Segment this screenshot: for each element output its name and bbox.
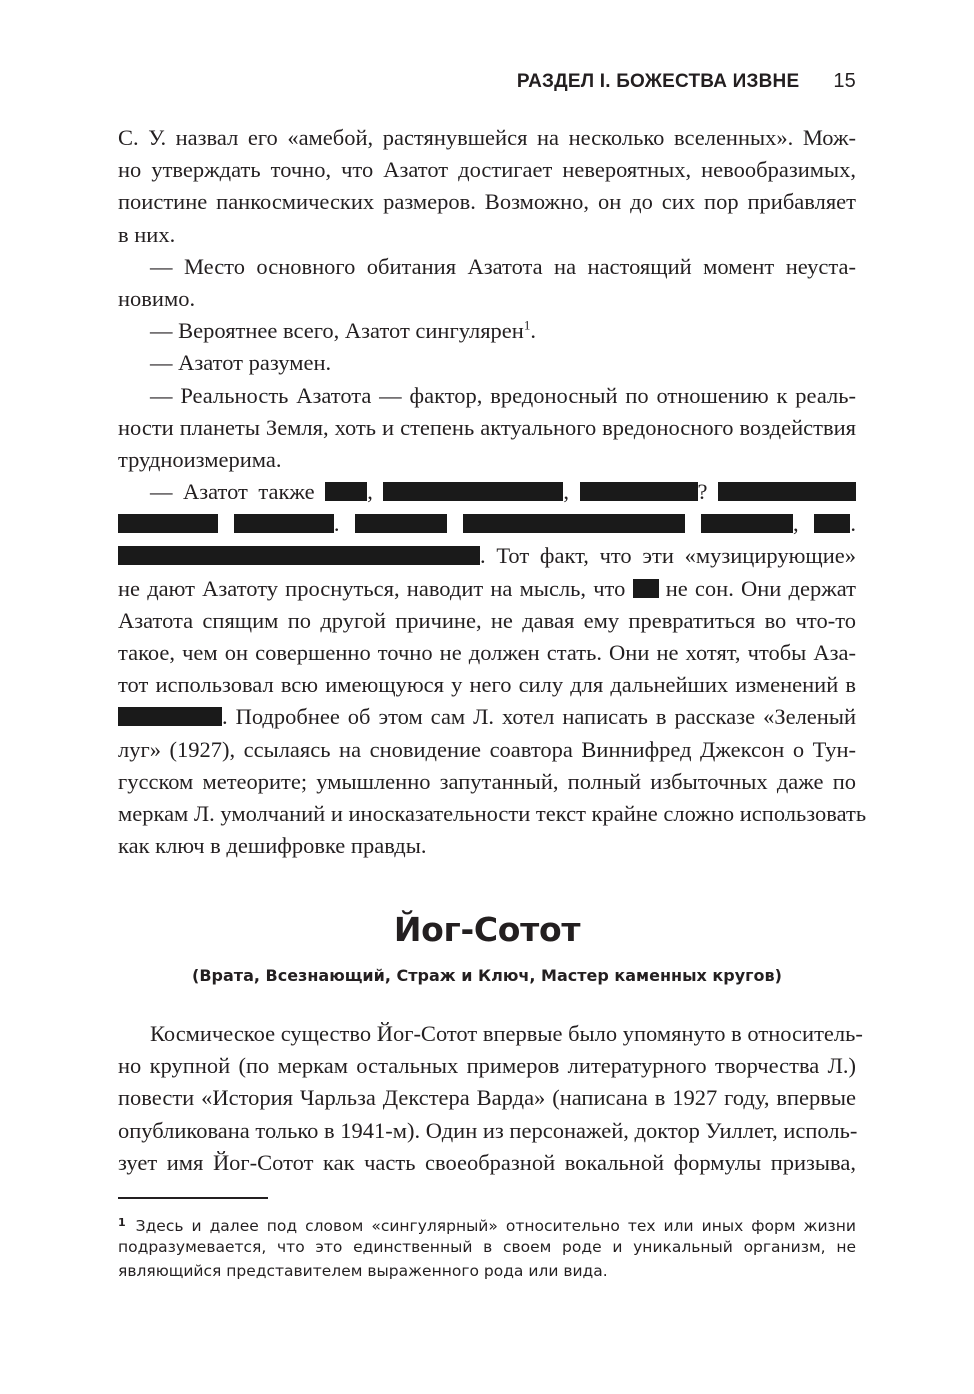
redacted-line <box>118 508 856 540</box>
text-line: но утверждать точно, что Азатот достигает невероятных, невообразимых, <box>118 157 856 183</box>
redacted-line <box>118 540 856 572</box>
text-line: гусском метеорите; умышленно запутанный, полный избыточных даже по <box>118 768 856 794</box>
footnote-text: Здесь и далее под словом «сингулярный» относительно тех или иных форм жизни <box>135 1217 856 1235</box>
text-line: зует имя Йог-Сотот как часть своеобразной вокальной формулы призыва, <box>118 1149 856 1175</box>
text-line: луг» (1927), ссылаясь на сновидение соавтора Виннифред Джексон о Тун- <box>118 736 856 762</box>
redaction-bar <box>463 514 685 533</box>
redaction-bar <box>814 514 850 533</box>
text-fragment: не дают Азатоту проснуться, наводит на мысль, что <box>118 575 626 601</box>
redaction-bar <box>118 707 222 726</box>
text-line: — Реальность Азатота — фактор, вредоносный по отношению к реаль- <box>150 382 856 408</box>
text-fragment: . <box>333 511 340 537</box>
text-line: опубликована только в 1941-м). Один из персонажей, доктор Уиллет, исполь- <box>118 1117 858 1143</box>
redaction-bar <box>355 514 447 533</box>
text-line: но крупной (по меркам остальных примеров литературного творчества Л.) <box>118 1053 856 1079</box>
redaction-bar <box>580 482 698 501</box>
bottom-text-block <box>118 1018 863 1179</box>
text-line: — Азатот разумен. <box>150 350 332 376</box>
text-fragment: не сон. Они держат <box>665 575 856 601</box>
redaction-bar <box>383 482 563 501</box>
text-fragment: — Азатот также <box>150 479 315 505</box>
text-fragment: , <box>367 479 373 505</box>
text-line: Космическое существо Йог-Сотот впервые было упомянуто в относитель- <box>150 1021 863 1046</box>
text-fragment: . <box>850 511 857 537</box>
text-fragment: , <box>563 479 569 505</box>
text-line: повести «История Чарльза Декстера Варда» (написана в 1927 году, впервые <box>118 1085 856 1111</box>
text-fragment: — Вероятнее всего, Азатот сингулярен <box>150 318 524 344</box>
footnote-line: являющийся представителем выраженного рода или вида. <box>118 1262 608 1280</box>
text-line: ности планеты Земля, хоть и степень актуального вредоносного воздействия <box>118 414 856 440</box>
redaction-bar <box>718 482 856 501</box>
footnote-mark: 1 <box>118 1216 126 1229</box>
text-line: — Место основного обитания Азатота на настоящий момент неуста- <box>150 253 856 279</box>
running-header <box>517 70 856 93</box>
section-heading: Йог-Сотот <box>393 910 581 949</box>
text-line: как ключ в дешифровке правды. <box>118 833 427 859</box>
footnote-divider <box>118 1197 268 1199</box>
text-fragment: . <box>530 318 536 344</box>
footnote-reference: 1 <box>523 317 531 333</box>
text-line: поистине панкосмических размеров. Возможно, он до сих пор прибавляет <box>118 189 856 215</box>
text-line: тот использовал всю имеющуюся у него силу для дальнейших изменений в <box>118 672 856 698</box>
text-line: такое, чем он совершенно точно не должен стать. Они не хотят, чтобы Аза- <box>118 640 856 665</box>
text-line: С. У. назвал его «амебой, растянувшейся на несколько вселенных». Мож- <box>118 125 856 150</box>
text-fragment: . Подробнее об этом сам Л. хотел написать в рассказе «Зеленый <box>222 704 856 730</box>
footnote <box>118 1211 856 1283</box>
text-fragment: , <box>792 511 799 537</box>
text-line <box>118 315 856 347</box>
page-number: 15 <box>833 70 856 92</box>
text-line: трудноизмерима. <box>118 446 282 472</box>
top-text-block <box>118 122 867 862</box>
redaction-bar <box>633 579 659 598</box>
section-title: РАЗДЕЛ I. БОЖЕСТВА ИЗВНЕ <box>516 71 800 92</box>
text-line: новимо. <box>118 285 196 311</box>
redacted-line <box>118 476 856 508</box>
redaction-bar <box>701 514 793 533</box>
redaction-bar <box>234 514 334 533</box>
redaction-bar <box>325 482 367 501</box>
footnote-line <box>118 1211 856 1235</box>
footnote-line: подразумевается, что это единственный в своем роде и уникальный организм, не <box>118 1238 856 1256</box>
section-epithets: (Врата, Всезнающий, Страж и Ключ, Мастер каменных кругов) <box>192 966 782 985</box>
text-line: в них. <box>118 221 176 247</box>
redacted-line <box>118 701 856 733</box>
text-fragment: ? <box>697 479 708 505</box>
text-line: Азатота спящим по другой причине, не давая ему превратиться во что-то <box>118 607 856 633</box>
redaction-bar <box>118 546 480 565</box>
redaction-bar <box>118 514 218 533</box>
text-fragment: . Тот факт, что эти «музицирующие» <box>480 543 856 569</box>
redacted-line <box>118 573 856 605</box>
text-line: меркам Л. умолчаний и иносказательности текст крайне сложно использовать <box>118 800 867 826</box>
